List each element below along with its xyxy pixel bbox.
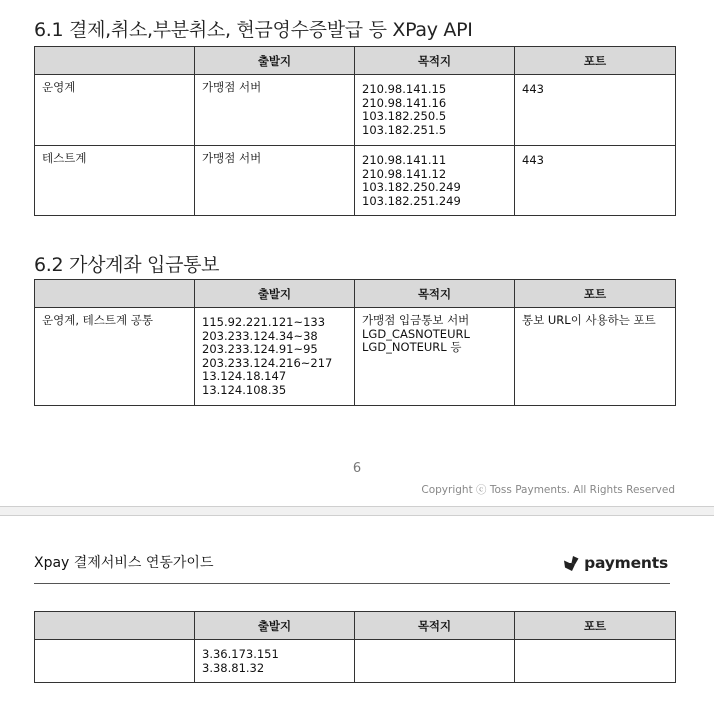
header-source: 출발지 <box>195 47 355 75</box>
ip-address: 210.98.141.15 <box>362 82 447 96</box>
ip-address: 103.182.251.5 <box>362 122 447 137</box>
port-cell: 443 <box>515 75 676 146</box>
destination-cell: 가맹점 입금통보 서버 LGD_CASNOTEURL LGD_NOTEURL 등 <box>355 308 515 406</box>
header-empty <box>35 612 195 640</box>
section-title-6-2: 6.2 가상계좌 입금통보 <box>34 254 220 276</box>
page-number: 6 <box>352 461 362 476</box>
env-cell: 운영계, 테스트계 공통 <box>35 308 195 406</box>
header-divider <box>34 583 670 584</box>
ip-address: 3.36.173.151 <box>202 647 279 661</box>
header-empty <box>35 280 195 308</box>
header-destination: 목적지 <box>355 612 515 640</box>
payments-logo-icon <box>562 555 581 572</box>
page-break-divider <box>0 515 714 516</box>
env-cell: 운영계 <box>35 75 195 146</box>
table-row <box>35 640 676 683</box>
header-source: 출발지 <box>195 280 355 308</box>
destination-cell <box>355 640 515 683</box>
table-row <box>35 75 676 146</box>
document-header-title: Xpay 결제서비스 연동가이드 <box>34 555 214 571</box>
header-port: 포트 <box>515 280 676 308</box>
port-cell: 443 <box>515 146 676 216</box>
section-title-6-1: 6.1 결제,취소,부분취소, 현금영수증발급 등 XPay API <box>34 19 473 41</box>
ip-address: 210.98.141.12 <box>362 166 447 181</box>
ip-address: 115.92.221.121~133 <box>202 315 326 329</box>
source-cell <box>195 308 355 406</box>
port-cell <box>515 640 676 683</box>
ip-address: 103.182.250.5 <box>362 109 447 123</box>
source-cell <box>195 640 355 683</box>
continued-firewall-table <box>34 611 676 683</box>
header-empty <box>35 47 195 75</box>
destination-cell <box>355 146 515 216</box>
header-destination: 목적지 <box>355 280 515 308</box>
table-header-row <box>35 47 676 75</box>
table-header-row <box>35 612 676 640</box>
source-cell: 가맹점 서버 <box>195 146 355 216</box>
table-row <box>35 308 676 406</box>
header-destination: 목적지 <box>355 47 515 75</box>
ip-address: 210.98.141.11 <box>362 153 447 167</box>
header-port: 포트 <box>515 47 676 75</box>
ip-address: 103.182.250.249 <box>362 180 461 194</box>
table-header-row <box>35 280 676 308</box>
api-firewall-table <box>34 46 676 216</box>
ip-address: 13.124.18.147 <box>202 369 287 383</box>
ip-address: 210.98.141.16 <box>362 95 447 110</box>
env-cell <box>35 640 195 683</box>
source-cell: 가맹점 서버 <box>195 75 355 146</box>
ip-address: 203.233.124.34~38 <box>202 328 318 343</box>
ip-address: 203.233.124.216~217 <box>202 355 333 370</box>
header-port: 포트 <box>515 612 676 640</box>
brand-name: payments <box>584 554 668 572</box>
brand-logo <box>562 554 668 572</box>
copyright-notice: Copyright ⓒ Toss Payments. All Rights Reserved <box>421 484 675 496</box>
ip-address: 103.182.251.249 <box>362 193 461 208</box>
ip-address: 3.38.81.32 <box>202 660 265 675</box>
env-cell: 테스트계 <box>35 146 195 216</box>
header-source: 출발지 <box>195 612 355 640</box>
table-row <box>35 146 676 216</box>
virtual-account-firewall-table <box>34 279 676 406</box>
ip-address: 13.124.108.35 <box>202 382 287 397</box>
ip-address: 203.233.124.91~95 <box>202 342 318 356</box>
destination-cell <box>355 75 515 146</box>
port-cell: 통보 URL이 사용하는 포트 <box>515 308 676 406</box>
page-gap <box>0 507 714 515</box>
